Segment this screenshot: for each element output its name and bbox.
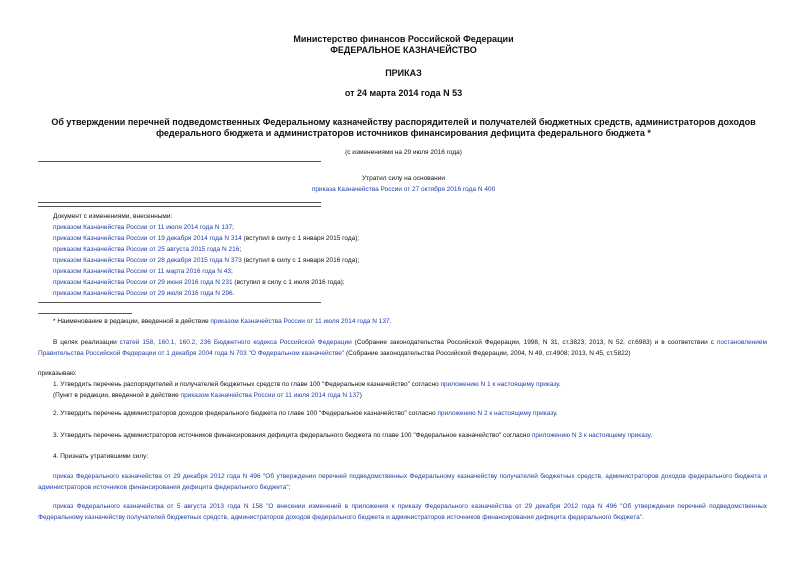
item-3: 3. Утвердить перечень администраторов источников финансирования дефицита федерального бюджета по главе 100 "Федеральное казначейство" согласно приложению N 3 к настоящему приказу. [53, 432, 653, 439]
ministry-name: Министерство финансов Российской Федерации [293, 34, 514, 44]
treasury-name: ФЕДЕРАЛЬНОЕ КАЗНАЧЕЙСТВО [330, 45, 477, 55]
change-link[interactable]: приказом Казначейства России от 19 декабря 2014 года N 314 [53, 235, 242, 242]
change-item: приказом Казначейства России от 11 июля 2014 года N 137; [53, 224, 234, 231]
budget-code-link[interactable]: статей 158, 160.1, 160.2, 236 Бюджетного кодекса Российской Федерации [119, 339, 352, 346]
document-title-line1: Об утверждении перечней подведомственных Федеральному казначейству распорядителей и получателей бюджетных средств, администраторов доходов [51, 117, 756, 127]
footnote-separator [38, 313, 132, 314]
footnote: * Наименование в редакции, введенной в действие приказом Казначейства России от 11 июля 2014 года N 137. [53, 318, 392, 325]
changes-heading: Документ с изменениями, внесенными: [53, 213, 173, 220]
item-1-note: (Пункт в редакции, введенной в действие приказом Казначейства России от 11 июля 2014 года N 137) [53, 392, 362, 399]
change-item: приказом Казначейства России от 19 декабря 2014 года N 314 (вступил в силу с 1 января 2015 года); [53, 235, 360, 242]
repealed-order-1: приказ Федерального казначейства от 29 декабря 2012 года N 496 "Об утверждении перечней подведомственных Федеральному казначейству получателей бюджетных средств, администраторов доходов федерального бюджета и администраторов источников финансирования дефицита федерального бюджета"; [38, 473, 767, 491]
separator-line [38, 202, 321, 203]
change-link[interactable]: приказом Казначейства России от 29 июня 2016 года N 231 [53, 279, 233, 286]
appendix-2-link[interactable]: приложению N 2 к настоящему приказу [437, 410, 556, 417]
item-4: 4. Признать утратившими силу: [53, 453, 149, 460]
change-item: приказом Казначейства России от 11 марта 2016 года N 43; [53, 268, 233, 275]
item-1-note-link[interactable]: приказом Казначейства России от 11 июля 2014 года N 137 [180, 392, 360, 399]
item-1: 1. Утвердить перечень распорядителей и получателей бюджетных средств по главе 100 "Федеральное казначейство" согласно приложению N 1 к настоящему приказу. [53, 381, 561, 388]
edition-note: (с изменениями на 29 июля 2016 года) [345, 149, 462, 156]
document-type: ПРИКАЗ [385, 68, 422, 78]
separator-line [38, 302, 321, 303]
change-link[interactable]: приказом Казначейства России от 29 июля 2016 года N 296 [53, 290, 233, 297]
document-date-number: от 24 марта 2014 года N 53 [344, 88, 463, 98]
change-item: приказом Казначейства России от 25 августа 2015 года N 216; [53, 246, 242, 253]
repealed-order-2-link[interactable]: приказ Федерального казначейства от 5 августа 2013 года N 158 "О внесении изменений в приложения к приказу Федерального казначейства от 29 декабря 2012 года N 496 "Об утверждении перечней подведомственных Федеральному казначейству получателей бюджетных средств, администраторов доходов федерального бюджета и администраторов источников финансирования дефицита федерального бюджета" [38, 503, 767, 521]
government-resolution-link[interactable]: постановлением Правительства Российской Федерации от 1 декабря 2004 года N 703 "О Федеральном казначействе" [38, 339, 767, 357]
footnote-link[interactable]: приказом Казначейства России от 11 июля 2014 года N 137 [210, 318, 390, 325]
change-link[interactable]: приказом Казначейства России от 11 марта 2016 года N 43 [53, 268, 231, 275]
lost-force-text: Утратил силу на основании [361, 175, 446, 182]
preamble-paragraph: В целях реализации статей 158, 160.1, 160.2, 236 Бюджетного кодекса Российской Федерации (Собрание законодательства Российской Федерации, 1998, N 31, ст.3823; 2013, N 52, ст.6983) и в соответствии с постановлением Правительства Российской Федерации от 1 декабря 2004 года N 703 "О Федеральном казначействе" (Собрание законодательства Российской Федерации, 2004, N 49, ст.4908; 2013, N 45, ст.5822) [38, 339, 767, 357]
appendix-1-link[interactable]: приложению N 1 к настоящему приказу [440, 381, 559, 388]
change-link[interactable]: приказом Казначейства России от 25 августа 2015 года N 216 [53, 246, 240, 253]
repealed-order-2: приказ Федерального казначейства от 5 августа 2013 года N 158 "О внесении изменений в приложения к приказу Федерального казначейства от 29 декабря 2012 года N 496 "Об утверждении перечней подведомственных Федеральному казначейству получателей бюджетных средств, администраторов доходов федерального бюджета и администраторов источников финансирования дефицита федерального бюджета". [38, 503, 767, 521]
order-word: приказываю: [38, 370, 77, 377]
separator-line [38, 206, 321, 207]
change-item: приказом Казначейства России от 29 июля 2016 года N 296. [53, 290, 235, 297]
change-link[interactable]: приказом Казначейства России от 28 декабря 2015 года N 373 [53, 257, 242, 264]
item-2: 2. Утвердить перечень администраторов доходов федерального бюджета по главе 100 "Федеральное казначейство" согласно приложению N 2 к настоящему приказу. [53, 410, 558, 417]
repealed-order-1-link[interactable]: приказ Федерального казначейства от 29 декабря 2012 года N 496 "Об утверждении перечней подведомственных Федеральному казначейству получателей бюджетных средств, администраторов доходов федерального бюджета и администраторов источников финансирования дефицита федерального бюджета" [38, 473, 767, 491]
change-item: приказом Казначейства России от 29 июня 2016 года N 231 (вступил в силу с 1 июля 2016 года); [53, 279, 345, 286]
document-title-line2: федерального бюджета и администраторов источников финансирования дефицита федерального бюджета * [156, 128, 651, 138]
change-link[interactable]: приказом Казначейства России от 11 июля 2014 года N 137 [53, 224, 233, 231]
change-item: приказом Казначейства России от 28 декабря 2015 года N 373 (вступил в силу с 1 января 2016 года); [53, 257, 360, 264]
separator-line [38, 161, 321, 162]
lost-force-link[interactable]: приказа Казначейства России от 27 октября 2016 года N 400 [311, 186, 496, 193]
appendix-3-link[interactable]: приложению N 3 к настоящему приказу [531, 432, 651, 439]
